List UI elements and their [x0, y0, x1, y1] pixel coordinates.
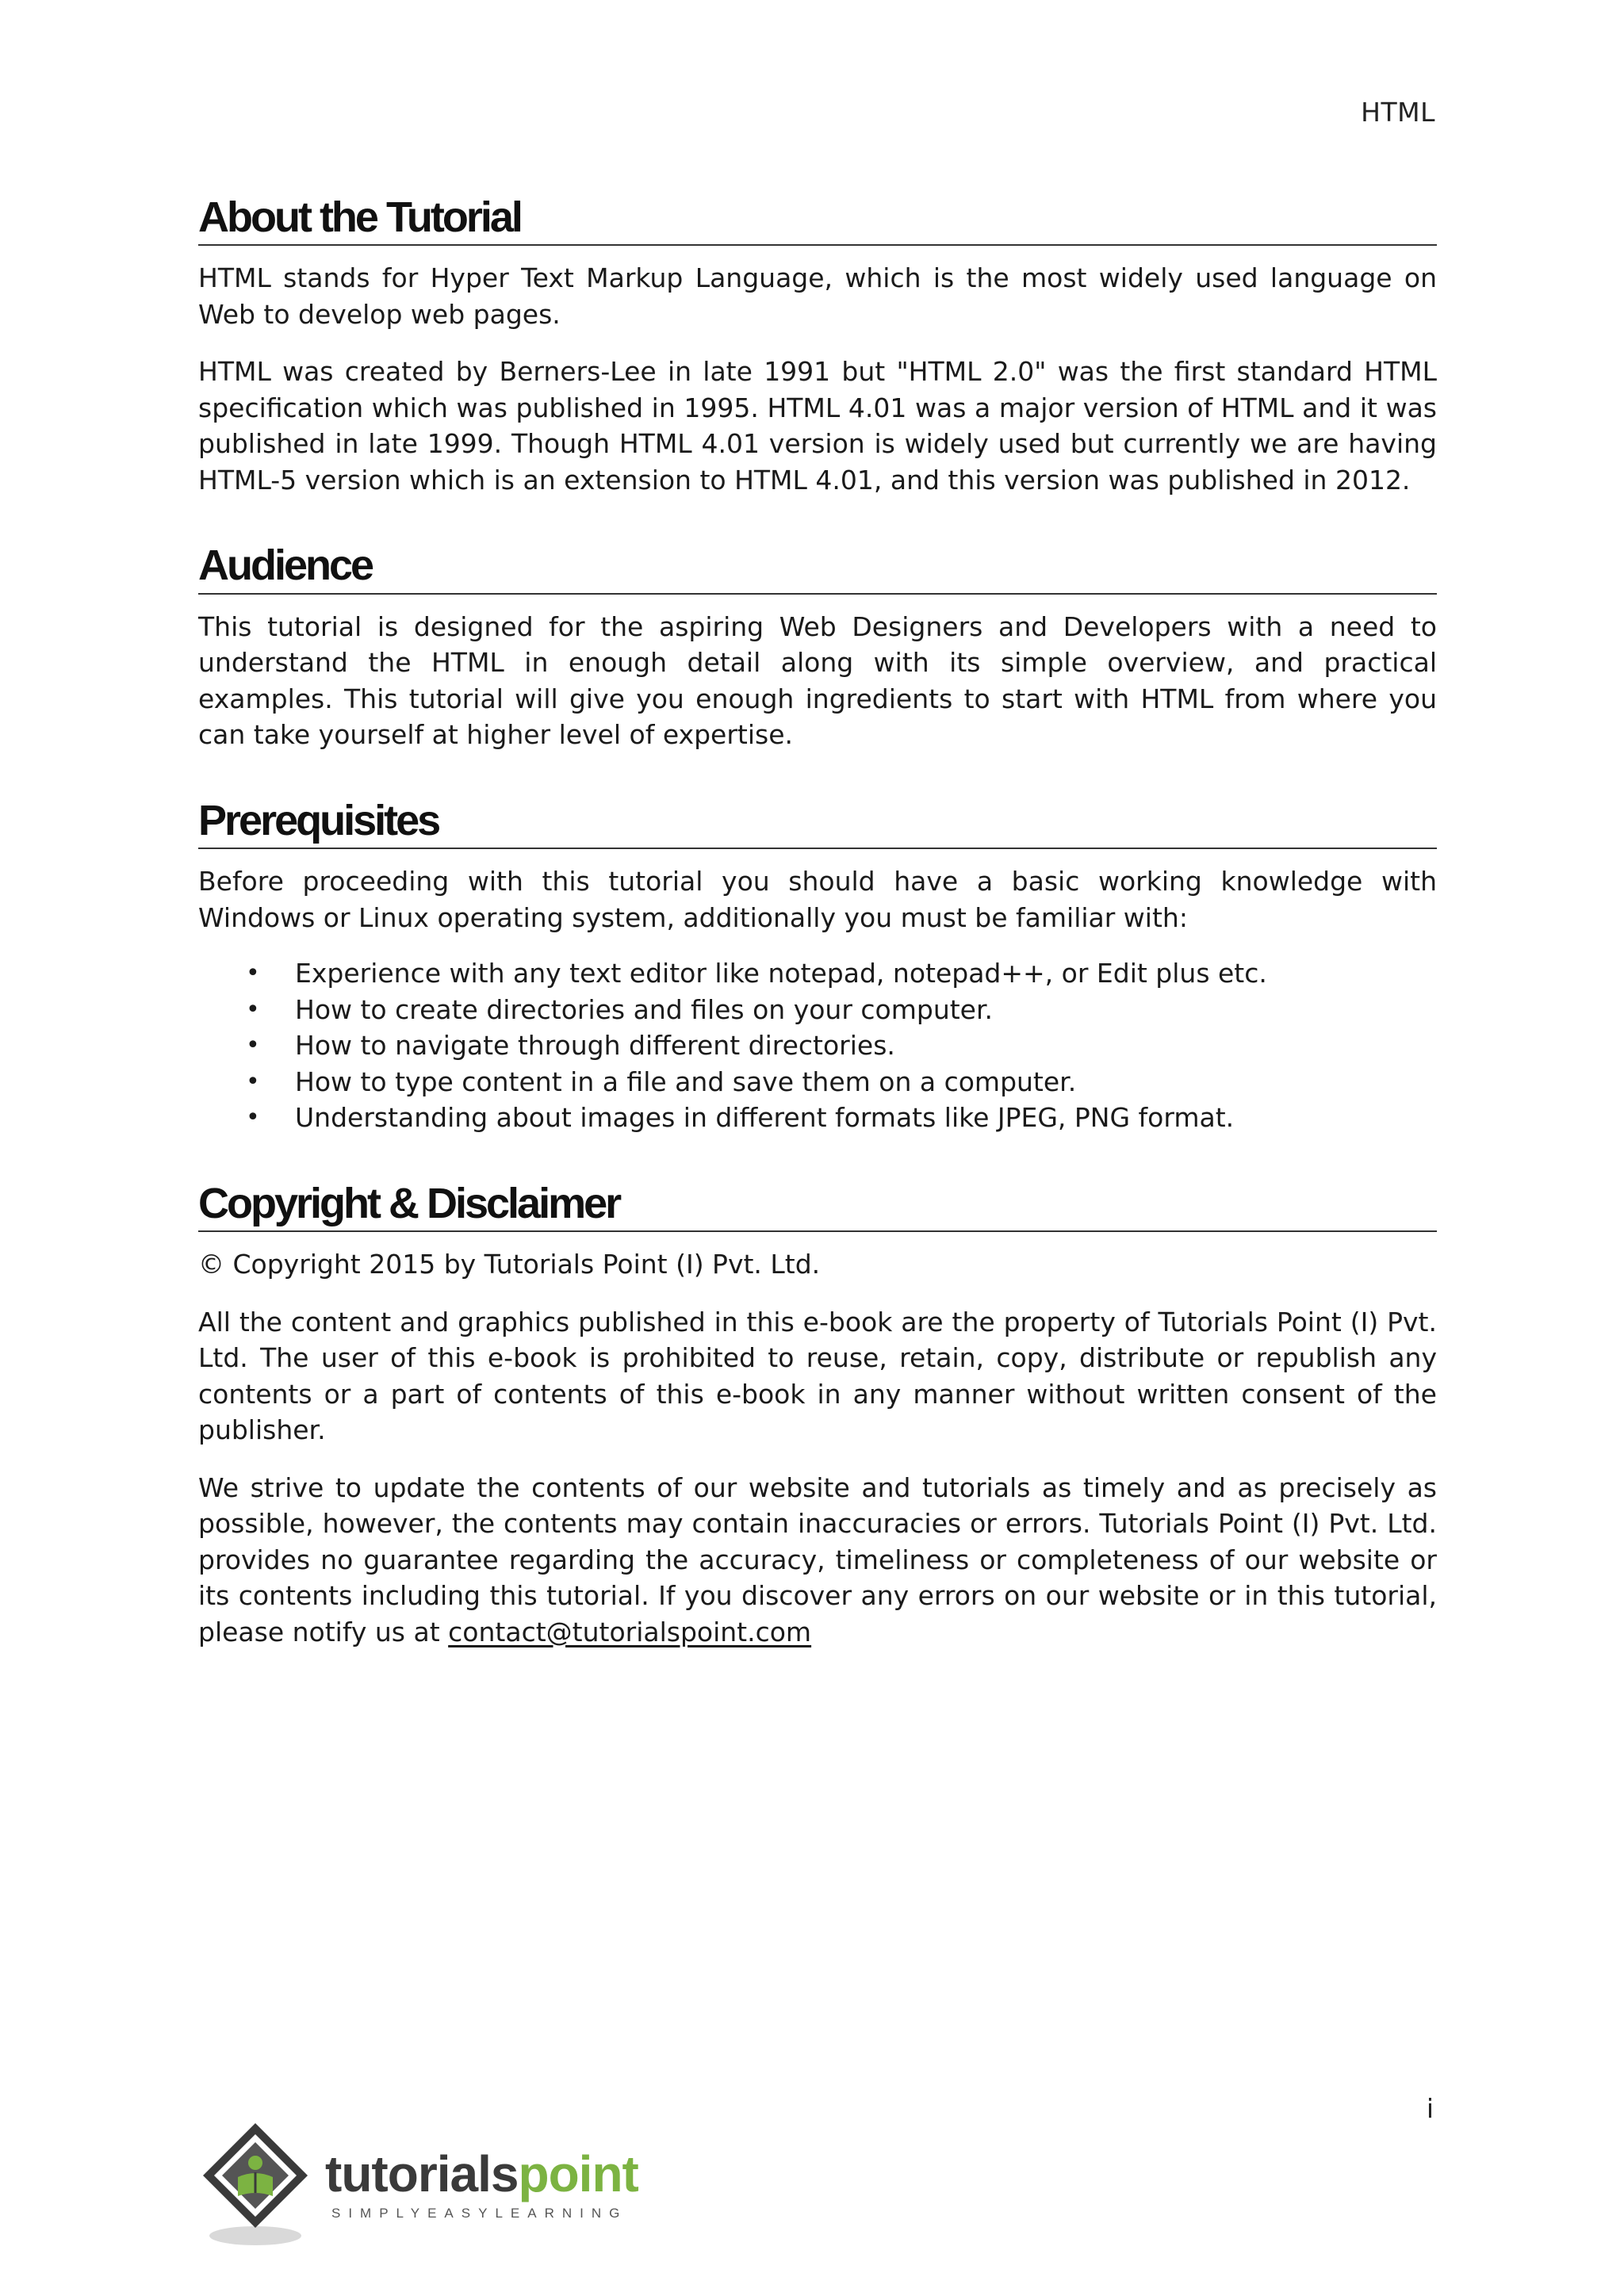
section-title: Copyright & Disclaimer: [198, 1181, 1437, 1232]
paragraph: This tutorial is designed for the aspiring Web Designers and Developers with a need to understand the HTML in enough detail along with its simple overview, and practical examples. This tutorial will give you enough ingredients to start with HTML from where you can take yourself at higher level of expertise.: [198, 610, 1437, 751]
bullet-icon: •: [246, 1031, 260, 1060]
logo-wordmark: tutorialspoint: [325, 2145, 638, 2202]
list-item: [198, 992, 1437, 1028]
section-title: Prerequisites: [198, 798, 1437, 849]
section-copyright-disclaimer: [198, 1181, 1437, 1650]
running-header: HTML: [1361, 97, 1435, 128]
bullet-icon: •: [246, 959, 260, 988]
paragraph-text: We strive to update the contents of our website and tutorials as timely and as precisely as possible, however, the contents may contain inaccuracies or errors. Tutorials Point (I) Pvt. Ltd. provides no guarantee regarding the accuracy, timeliness or completeness of our website or its contents including this tutorial. If you discover any errors on our website or in this tutorial, please notify us at: [198, 1471, 1437, 1647]
bullet-icon: •: [246, 995, 260, 1024]
section-title: Audience: [198, 542, 1437, 594]
bullet-icon: •: [246, 1067, 260, 1096]
list-item: [198, 955, 1437, 992]
paragraph: HTML was created by Berners-Lee in late 1991 but "HTML 2.0" was the first standard HTML specification which was published in 1995. HTML 4.01 was a major version of HTML and it was published in late 1999. Though HTML 4.01 version is widely used but currently we are having HTML-5 version which is an extension to HTML 4.01, and this version was published in 2012.: [198, 356, 1437, 496]
paragraph: [198, 1470, 1437, 1651]
contact-email-link[interactable]: contact@tutorialspoint.com: [448, 1616, 812, 1647]
copyright-line: © Copyright 2015 by Tutorials Point (I) Pvt. Ltd.: [198, 1249, 821, 1280]
section-prerequisites: [198, 798, 1437, 1136]
section-audience: [198, 542, 1437, 752]
list-item-text: How to create directories and files on your computer.: [295, 993, 994, 1025]
list-item-text: Understanding about images in different formats like JPEG, PNG format.: [295, 1102, 1235, 1134]
page-number: i: [1426, 2093, 1434, 2124]
section-title: About the Tutorial: [198, 194, 1437, 246]
paragraph: Before proceeding with this tutorial you should have a basic working knowledge with Windows or Linux operating system, additionally you must be familiar with:: [198, 866, 1437, 933]
list-item: [198, 1027, 1437, 1064]
logo-tagline: SIMPLYEASYLEARNING: [331, 2206, 628, 2221]
diamond-logo-icon: [198, 2117, 317, 2252]
paragraph: HTML stands for Hyper Text Markup Language, which is the most widely used language on Web to develop web pages.: [198, 262, 1437, 330]
section-about-tutorial: [198, 194, 1437, 498]
bullet-icon: •: [246, 1104, 260, 1132]
list-item-text: Experience with any text editor like notepad, notepad++, or Edit plus etc.: [295, 958, 1267, 989]
document-body: [198, 194, 1437, 1650]
list-item: [198, 1100, 1437, 1136]
tutorialspoint-logo: [198, 2117, 642, 2252]
list-item-text: How to type content in a file and save them on a computer.: [295, 1066, 1077, 1097]
paragraph: All the content and graphics published in this e-book are the property of Tutorials Point (I) Pvt. Ltd. The user of this e-book is prohibited to reuse, retain, copy, distribute or republish any contents or a part of contents of this e-book in any manner without written consent of the publisher.: [198, 1306, 1437, 1446]
prerequisites-list: [198, 955, 1437, 1136]
list-item: [198, 1064, 1437, 1100]
list-item-text: How to navigate through different directories.: [295, 1030, 895, 1062]
